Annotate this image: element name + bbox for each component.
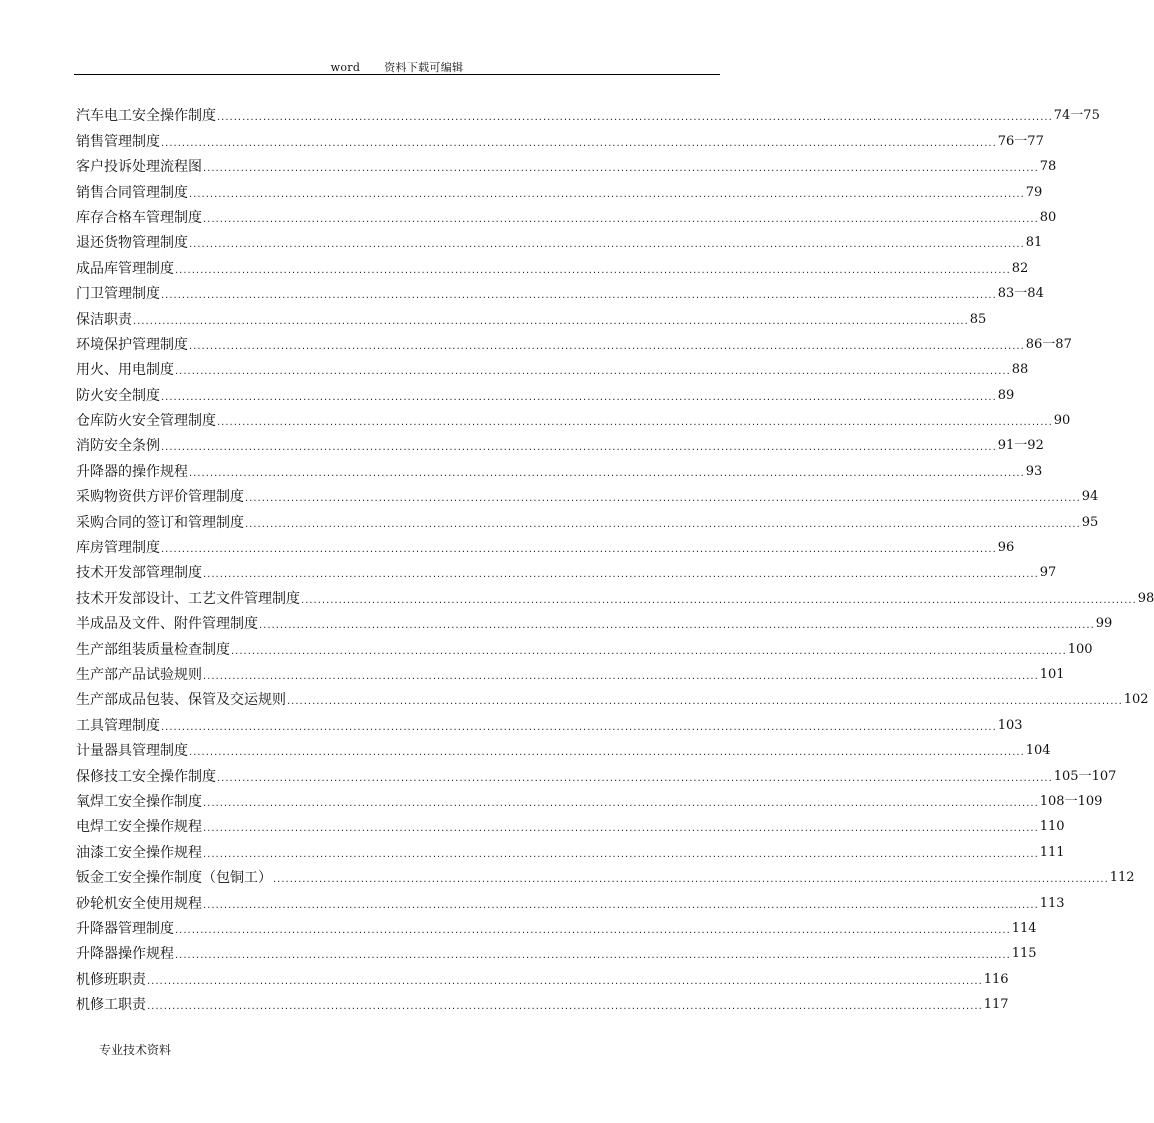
toc-entry (76, 736, 1051, 761)
toc-dot-leader: ........................................................................................................................................................................................................ (287, 696, 1123, 708)
toc-entry-title: 库房管理制度 (76, 540, 160, 557)
toc-entry-title: 氧焊工安全操作制度 (76, 793, 202, 810)
toc-entry (76, 355, 1029, 380)
toc-entry-title: 生产部产品试验规则 (76, 666, 202, 683)
toc-entry (76, 456, 1043, 481)
toc-entry-title: 技术开发部设计、工艺文件管理制度 (76, 590, 300, 607)
toc-dot-leader: ........................................................................................................................................................................................................ (217, 417, 1053, 429)
toc-dot-leader: ........................................................................................................................................................................................................ (189, 467, 1025, 479)
toc-entry-page: 110 (1039, 819, 1065, 835)
toc-entry-page: 76一77 (997, 133, 1044, 149)
toc-entry (76, 431, 1044, 456)
toc-entry-page: 91一92 (997, 438, 1044, 454)
toc-entry-page: 102 (1123, 692, 1149, 708)
toc-entry-title: 计量器具管理制度 (76, 743, 188, 760)
toc-dot-leader: ........................................................................................................................................................................................................ (189, 340, 1025, 352)
toc-entry-page: 117 (983, 997, 1009, 1013)
toc-entry-page: 115 (1011, 946, 1037, 962)
toc-entry-title: 油漆工安全操作规程 (76, 844, 202, 861)
toc-dot-leader: ........................................................................................................................................................................................................ (133, 315, 969, 327)
toc-entry-page: 96 (997, 540, 1015, 556)
toc-dot-leader: ........................................................................................................................................................................................................ (203, 569, 1039, 581)
toc-entry (76, 863, 1135, 888)
toc-entry (76, 279, 1044, 304)
toc-dot-leader: ........................................................................................................................................................................................................ (203, 670, 1039, 682)
toc-entry (76, 507, 1099, 532)
toc-entry (76, 101, 1100, 126)
toc-dot-leader: ........................................................................................................................................................................................................ (175, 924, 1011, 936)
toc-entry-title: 用火、用电制度 (76, 362, 174, 379)
toc-entry-page: 116 (983, 971, 1009, 987)
page-header (74, 56, 720, 75)
toc-entry (76, 812, 1065, 837)
toc-entry-page: 83一84 (997, 286, 1044, 302)
toc-dot-leader: ........................................................................................................................................................................................................ (203, 797, 1039, 809)
toc-entry (76, 126, 1044, 151)
toc-dot-leader: ........................................................................................................................................................................................................ (217, 112, 1053, 124)
toc-dot-leader: ........................................................................................................................................................................................................ (245, 518, 1081, 530)
toc-entry (76, 583, 1154, 608)
toc-entry-title: 保洁职责 (76, 311, 132, 328)
toc-dot-leader: ........................................................................................................................................................................................................ (161, 137, 997, 149)
toc-entry-page: 104 (1025, 743, 1051, 759)
toc-entry-title: 成品库管理制度 (76, 260, 174, 277)
toc-entry (76, 406, 1071, 431)
toc-entry (76, 837, 1065, 862)
toc-entry (76, 660, 1065, 685)
toc-entry-page: 79 (1025, 184, 1043, 200)
toc-entry-page: 97 (1039, 565, 1057, 581)
toc-dot-leader: ........................................................................................................................................................................................................ (161, 721, 997, 733)
toc-entry (76, 152, 1057, 177)
toc-entry-page: 86一87 (1025, 336, 1072, 352)
toc-entry (76, 761, 1117, 786)
toc-entry-page: 105一107 (1053, 768, 1117, 784)
toc-entry-page: 114 (1011, 920, 1037, 936)
toc-entry-title: 半成品及文件、附件管理制度 (76, 616, 258, 633)
toc-dot-leader: ........................................................................................................................................................................................................ (161, 442, 997, 454)
toc-entry-page: 99 (1095, 616, 1113, 632)
toc-entry-page: 82 (1011, 260, 1029, 276)
toc-entry-page: 100 (1067, 641, 1093, 657)
toc-entry-title: 机修班职责 (76, 971, 146, 988)
toc-entry (76, 177, 1043, 202)
toc-dot-leader: ........................................................................................................................................................................................................ (259, 620, 1095, 632)
header-word: word (330, 61, 361, 74)
toc-entry (76, 228, 1043, 253)
toc-dot-leader: ........................................................................................................................................................................................................ (147, 1001, 983, 1013)
toc-entry (76, 787, 1103, 812)
toc-dot-leader: ........................................................................................................................................................................................................ (175, 950, 1011, 962)
toc-entry-title: 钣金工安全操作制度（包铜工） (76, 870, 272, 887)
toc-dot-leader: ........................................................................................................................................................................................................ (161, 391, 997, 403)
toc-entry-title: 退还货物管理制度 (76, 235, 188, 252)
toc-entry-page: 80 (1039, 209, 1057, 225)
toc-entry-title: 生产部成品包装、保管及交运规则 (76, 692, 286, 709)
toc-dot-leader: ........................................................................................................................................................................................................ (175, 264, 1011, 276)
toc-entry (76, 990, 1009, 1015)
toc-dot-leader: ........................................................................................................................................................................................................ (273, 874, 1109, 886)
page-footer: 专业技术资料 (99, 1043, 172, 1057)
toc-entry-page: 95 (1081, 514, 1099, 530)
toc-entry-page: 101 (1039, 666, 1065, 682)
toc-dot-leader: ........................................................................................................................................................................................................ (161, 290, 997, 302)
toc-entry-title: 防火安全制度 (76, 387, 160, 404)
toc-entry (76, 253, 1029, 278)
toc-entry (76, 685, 1149, 710)
toc-entry-page: 81 (1025, 235, 1043, 251)
toc-entry (76, 964, 1009, 989)
toc-entry-title: 升降器的操作规程 (76, 463, 188, 480)
toc-entry-title: 采购合同的签订和管理制度 (76, 514, 244, 531)
toc-entry-page: 78 (1039, 159, 1057, 175)
toc-dot-leader: ........................................................................................................................................................................................................ (203, 823, 1039, 835)
toc-entry (76, 939, 1037, 964)
toc-entry-title: 机修工职责 (76, 997, 146, 1014)
toc-entry (76, 482, 1099, 507)
toc-entry (76, 710, 1023, 735)
toc-dot-leader: ........................................................................................................................................................................................................ (231, 645, 1067, 657)
toc-entry (76, 888, 1065, 913)
toc-entry (76, 533, 1015, 558)
toc-entry-page: 98 (1137, 590, 1154, 606)
toc-dot-leader: ........................................................................................................................................................................................................ (203, 213, 1039, 225)
toc-entry-page: 113 (1039, 895, 1065, 911)
header-text: 资料下载可编辑 (384, 61, 464, 74)
toc-dot-leader: ........................................................................................................................................................................................................ (161, 544, 997, 556)
toc-entry-title: 升降器操作规程 (76, 946, 174, 963)
toc-entry-title: 仓库防火安全管理制度 (76, 413, 216, 430)
toc-entry-page: 94 (1081, 489, 1099, 505)
toc-entry-title: 升降器管理制度 (76, 920, 174, 937)
toc-entry-title: 保修技工安全操作制度 (76, 768, 216, 785)
toc-entry-title: 门卫管理制度 (76, 286, 160, 303)
toc-entry (76, 634, 1093, 659)
toc-dot-leader: ........................................................................................................................................................................................................ (203, 848, 1039, 860)
toc-entry (76, 304, 987, 329)
toc-dot-leader: ........................................................................................................................................................................................................ (217, 772, 1053, 784)
toc-entry-page: 88 (1011, 362, 1029, 378)
toc-dot-leader: ........................................................................................................................................................................................................ (189, 747, 1025, 759)
toc-entry-title: 销售合同管理制度 (76, 184, 188, 201)
toc-entry-page: 85 (969, 311, 987, 327)
toc-entry-title: 工具管理制度 (76, 717, 160, 734)
table-of-contents (76, 101, 1154, 1015)
toc-entry-title: 电焊工安全操作规程 (76, 819, 202, 836)
toc-dot-leader: ........................................................................................................................................................................................................ (301, 594, 1137, 606)
toc-dot-leader: ........................................................................................................................................................................................................ (189, 239, 1025, 251)
toc-entry (76, 914, 1037, 939)
toc-dot-leader: ........................................................................................................................................................................................................ (203, 899, 1039, 911)
toc-entry-page: 74一75 (1053, 108, 1100, 124)
toc-entry-page: 93 (1025, 463, 1043, 479)
toc-entry-page: 90 (1053, 413, 1071, 429)
toc-entry-title: 环境保护管理制度 (76, 336, 188, 353)
toc-entry (76, 380, 1015, 405)
toc-dot-leader: ........................................................................................................................................................................................................ (189, 188, 1025, 200)
toc-entry-page: 103 (997, 717, 1023, 733)
toc-entry-title: 库存合格车管理制度 (76, 209, 202, 226)
toc-entry-page: 108一109 (1039, 793, 1103, 809)
toc-dot-leader: ........................................................................................................................................................................................................ (203, 163, 1039, 175)
toc-dot-leader: ........................................................................................................................................................................................................ (245, 493, 1081, 505)
toc-entry-page: 89 (997, 387, 1015, 403)
toc-entry-page: 111 (1039, 844, 1065, 860)
toc-entry-title: 生产部组装质量检查制度 (76, 641, 230, 658)
toc-entry-title: 消防安全条例 (76, 438, 160, 455)
toc-dot-leader: ........................................................................................................................................................................................................ (175, 366, 1011, 378)
toc-entry-title: 汽车电工安全操作制度 (76, 108, 216, 125)
toc-entry (76, 558, 1057, 583)
toc-entry (76, 609, 1113, 634)
toc-entry-title: 砂轮机安全使用规程 (76, 895, 202, 912)
toc-entry-title: 技术开发部管理制度 (76, 565, 202, 582)
toc-entry-page: 112 (1109, 870, 1135, 886)
toc-entry-title: 销售管理制度 (76, 133, 160, 150)
toc-entry (76, 203, 1057, 228)
toc-entry-title: 客户投诉处理流程图 (76, 159, 202, 176)
toc-dot-leader: ........................................................................................................................................................................................................ (147, 975, 983, 987)
toc-entry (76, 330, 1072, 355)
toc-entry-title: 采购物资供方评价管理制度 (76, 489, 244, 506)
